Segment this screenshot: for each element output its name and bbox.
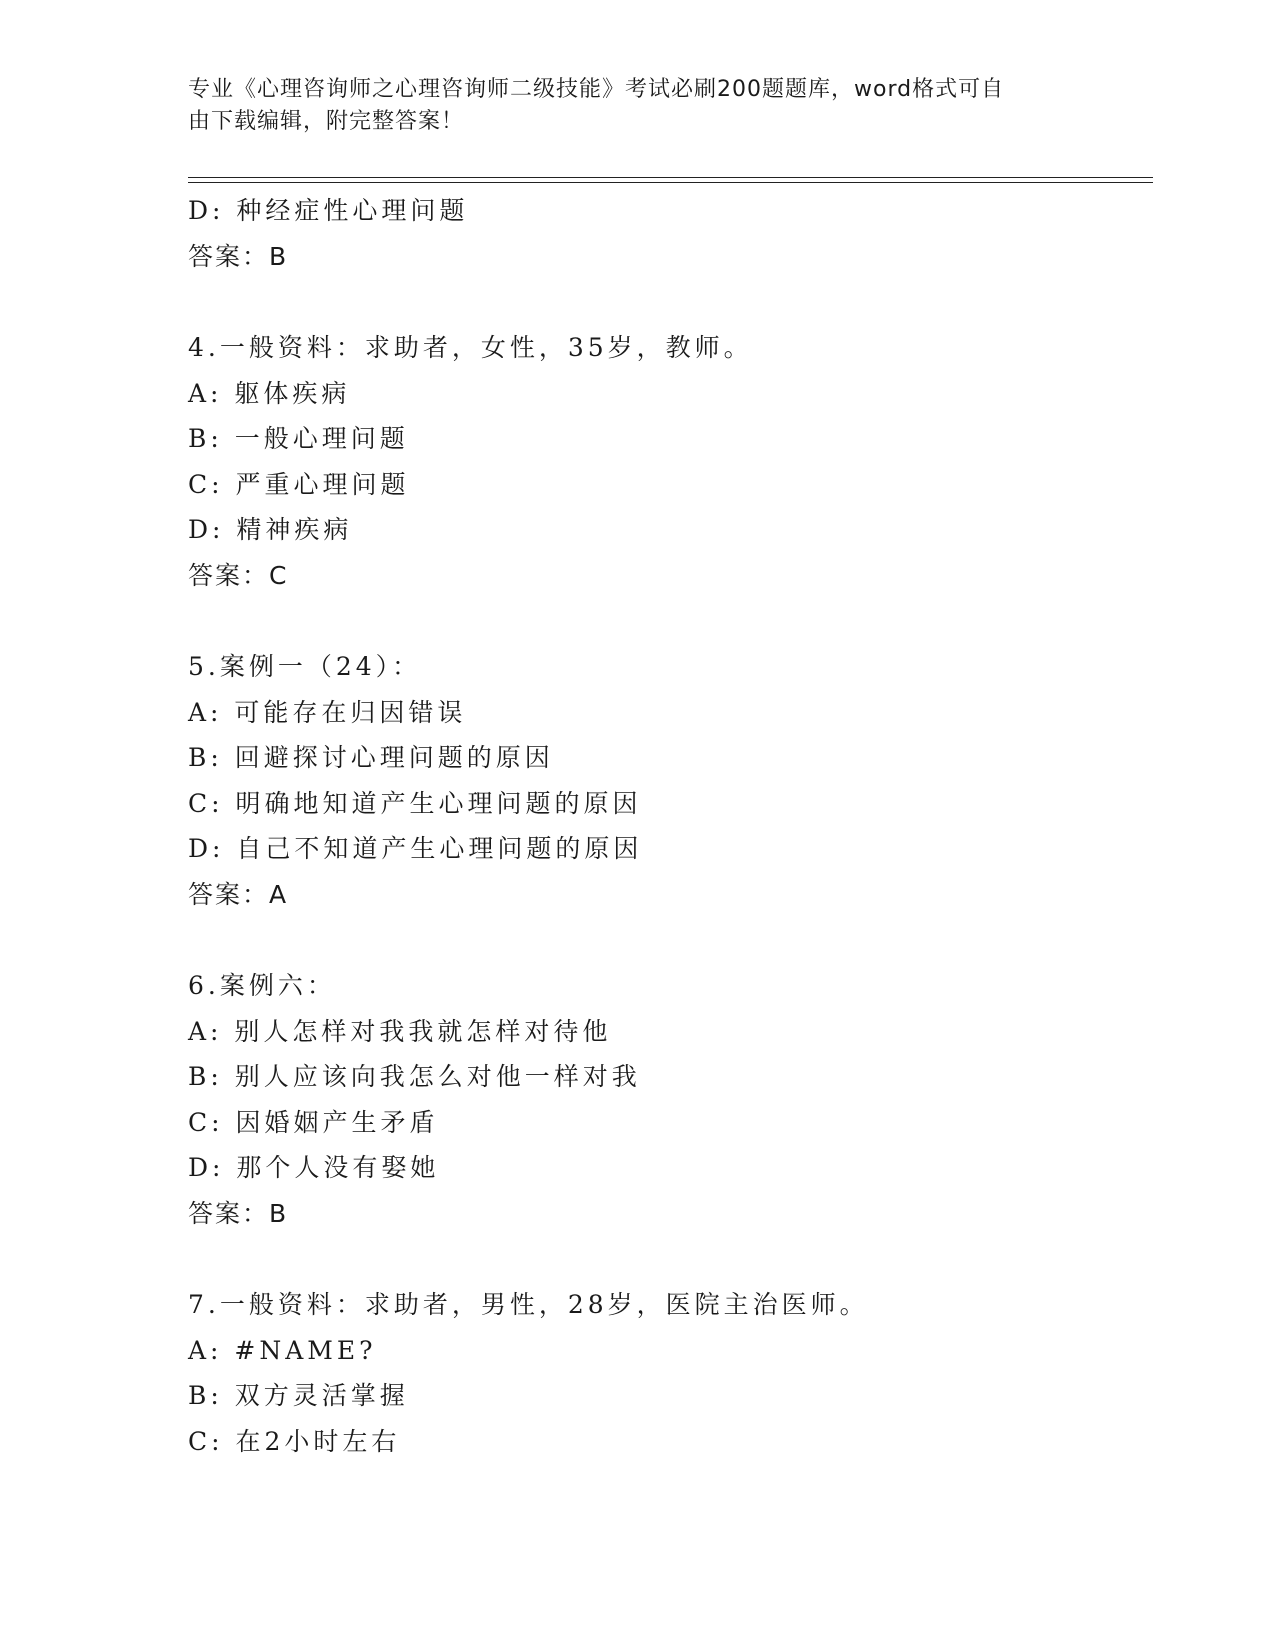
question-block-4 xyxy=(188,325,1148,598)
option-c: C: 因婚姻产生矛盾 xyxy=(188,1107,439,1137)
option-d: D: 那个人没有娶她 xyxy=(188,1153,440,1182)
option-b: B: 一般心理问题 xyxy=(188,424,409,453)
question-text: 7.一般资料：求助者，男性，28岁，医院主治医师。 xyxy=(188,1290,869,1319)
header-rule-top xyxy=(188,177,1153,178)
document-header xyxy=(188,74,1068,138)
option-a: A: 可能存在归因错误 xyxy=(188,697,467,727)
option-b: B: 双方灵活掌握 xyxy=(188,1381,409,1410)
question-block-6 xyxy=(188,963,1148,1236)
option-a: A: 躯体疾病 xyxy=(188,378,351,408)
question-block-3 xyxy=(188,188,1148,279)
question-text: 5.案例一（24）： xyxy=(188,652,422,681)
header-rule-bottom xyxy=(188,182,1153,183)
answer-line: 答案：A xyxy=(188,879,289,909)
option-b: B: 别人应该向我怎么对他一样对我 xyxy=(188,1062,641,1091)
answer-line: 答案：B xyxy=(188,1198,289,1228)
option-c: C: 严重心理问题 xyxy=(188,469,410,499)
question-list xyxy=(188,188,1148,1464)
option-c: C: 在2小时左右 xyxy=(188,1426,401,1456)
question-block-7 xyxy=(188,1282,1148,1464)
option-b: B: 回避探讨心理问题的原因 xyxy=(188,743,554,772)
header-line-1: 专业《心理咨询师之心理咨询师二级技能》考试必刷200题题库，word格式可自 xyxy=(188,77,1005,102)
option-d: D: 精神疾病 xyxy=(188,515,353,544)
option-a: A: #NAME? xyxy=(188,1335,377,1365)
question-text: 6.案例六： xyxy=(188,971,336,1000)
question-block-5 xyxy=(188,644,1148,917)
question-text: 4.一般资料：求助者，女性，35岁，教师。 xyxy=(188,333,753,362)
option-c: C: 明确地知道产生心理问题的原因 xyxy=(188,788,642,818)
option-d: D: 种经症性心理问题 xyxy=(188,196,469,225)
answer-line: 答案：C xyxy=(188,560,289,590)
answer-line: 答案：B xyxy=(188,241,289,271)
option-d: D: 自己不知道产生心理问题的原因 xyxy=(188,834,643,863)
option-a: A: 别人怎样对我我就怎样对待他 xyxy=(188,1016,612,1046)
header-line-2: 由下载编辑，附完整答案！ xyxy=(188,109,465,134)
